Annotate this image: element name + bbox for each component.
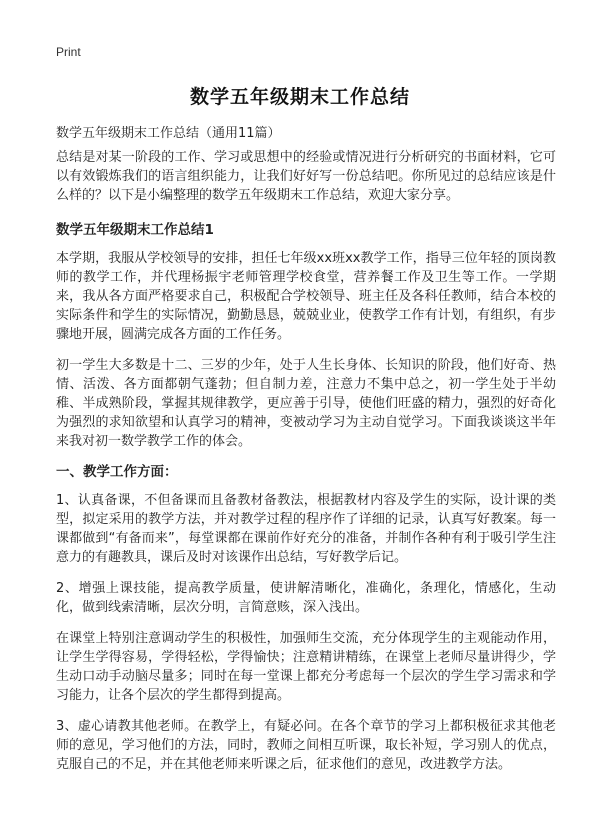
- list-item: 1、认真备课，不但备课而且备教材备教法，根据教材内容及学生的实际，设计课的类型，拟定采用的教学方法，并对教学过程的程序作了详细的记录，认真写好教案。每一课都做到“有备而来”，每堂课都在课前作好充分的准备，并制作各种有利于吸引学生注意力的有趣教具，课后及时对该课作出总结，写好教学后记。: [56, 493, 556, 565]
- list-item: 2、增强上课技能，提高教学质量，使讲解清晰化，准确化，条理化，情感化，生动化，做到线索清晰，层次分明，言简意赅，深入浅出。: [56, 581, 556, 615]
- document-body: [56, 148, 556, 786]
- body-paragraph: 本学期，我服从学校领导的安排，担任七年级xx班xx教学工作，指导三位年轻的顶岗教师的教学工作，并代理杨振宇老师管理学校食堂，营养餐工作及卫生等工作。一学期来，我从各方面严格要求自己，积极配合学校领导、班主任及各科任教师，结合本校的实际条件和学生的实际情况，勤勤恳恳，兢兢业业，使教学工作有计划，有组织，有步骤地开展，圆满完成各方面的工作任务。: [56, 251, 556, 342]
- list-item: 在课堂上特别注意调动学生的积极性，加强师生交流，充分体现学生的主观能动作用，让学生学得容易，学得轻松，学得愉快；注意精讲精练，在课堂上老师尽量讲得少，学生动口动手动脑尽量多；同时在每一堂课上都充分考虑每一个层次的学生学习需求和学习能力，让各个层次的学生都得到提高。: [56, 631, 556, 703]
- page-subtitle: 数学五年级期末工作总结（通用11篇）: [56, 126, 281, 141]
- page-title: 数学五年级期末工作总结: [189, 86, 410, 108]
- section-heading: 数学五年级期末工作总结1: [56, 222, 214, 238]
- intro-paragraph: 总结是对某一阶段的工作、学习或思想中的经验或情况进行分析研究的书面材料，它可以有效锻炼我们的语言组织能力，让我们好好写一份总结吧。你所见过的总结应该是什么样的？以下是小编整理的数学五年级期末工作总结，欢迎大家分享。: [56, 150, 556, 203]
- subsection-heading: 一、教学工作方面：: [56, 464, 178, 480]
- print-link[interactable]: Print: [56, 45, 81, 59]
- list-item: 3、虚心请教其他老师。在教学上，有疑必问。在各个章节的学习上都积极征求其他老师的意见，学习他们的方法，同时，教师之间相互听课，取长补短，学习别人的优点，克服自己的不足，并在其他老师来听课之后，征求他们的意见，改进教学方法。: [56, 719, 556, 772]
- body-paragraph: 初一学生大多数是十二、三岁的少年，处于人生长身体、长知识的阶段，他们好奇、热情、活泼、各方面都朝气蓬勃；但自制力差，注意力不集中总之，初一学生处于半幼稚、半成熟阶段，掌握其规律教学，更应善于引导，使他们旺盛的精力，强烈的好奇化为强烈的求知欲望和认真学习的精神，变被动学习为主动自觉学习。下面我谈谈这半年来我对初一数学教学工作的体会。: [56, 358, 556, 449]
